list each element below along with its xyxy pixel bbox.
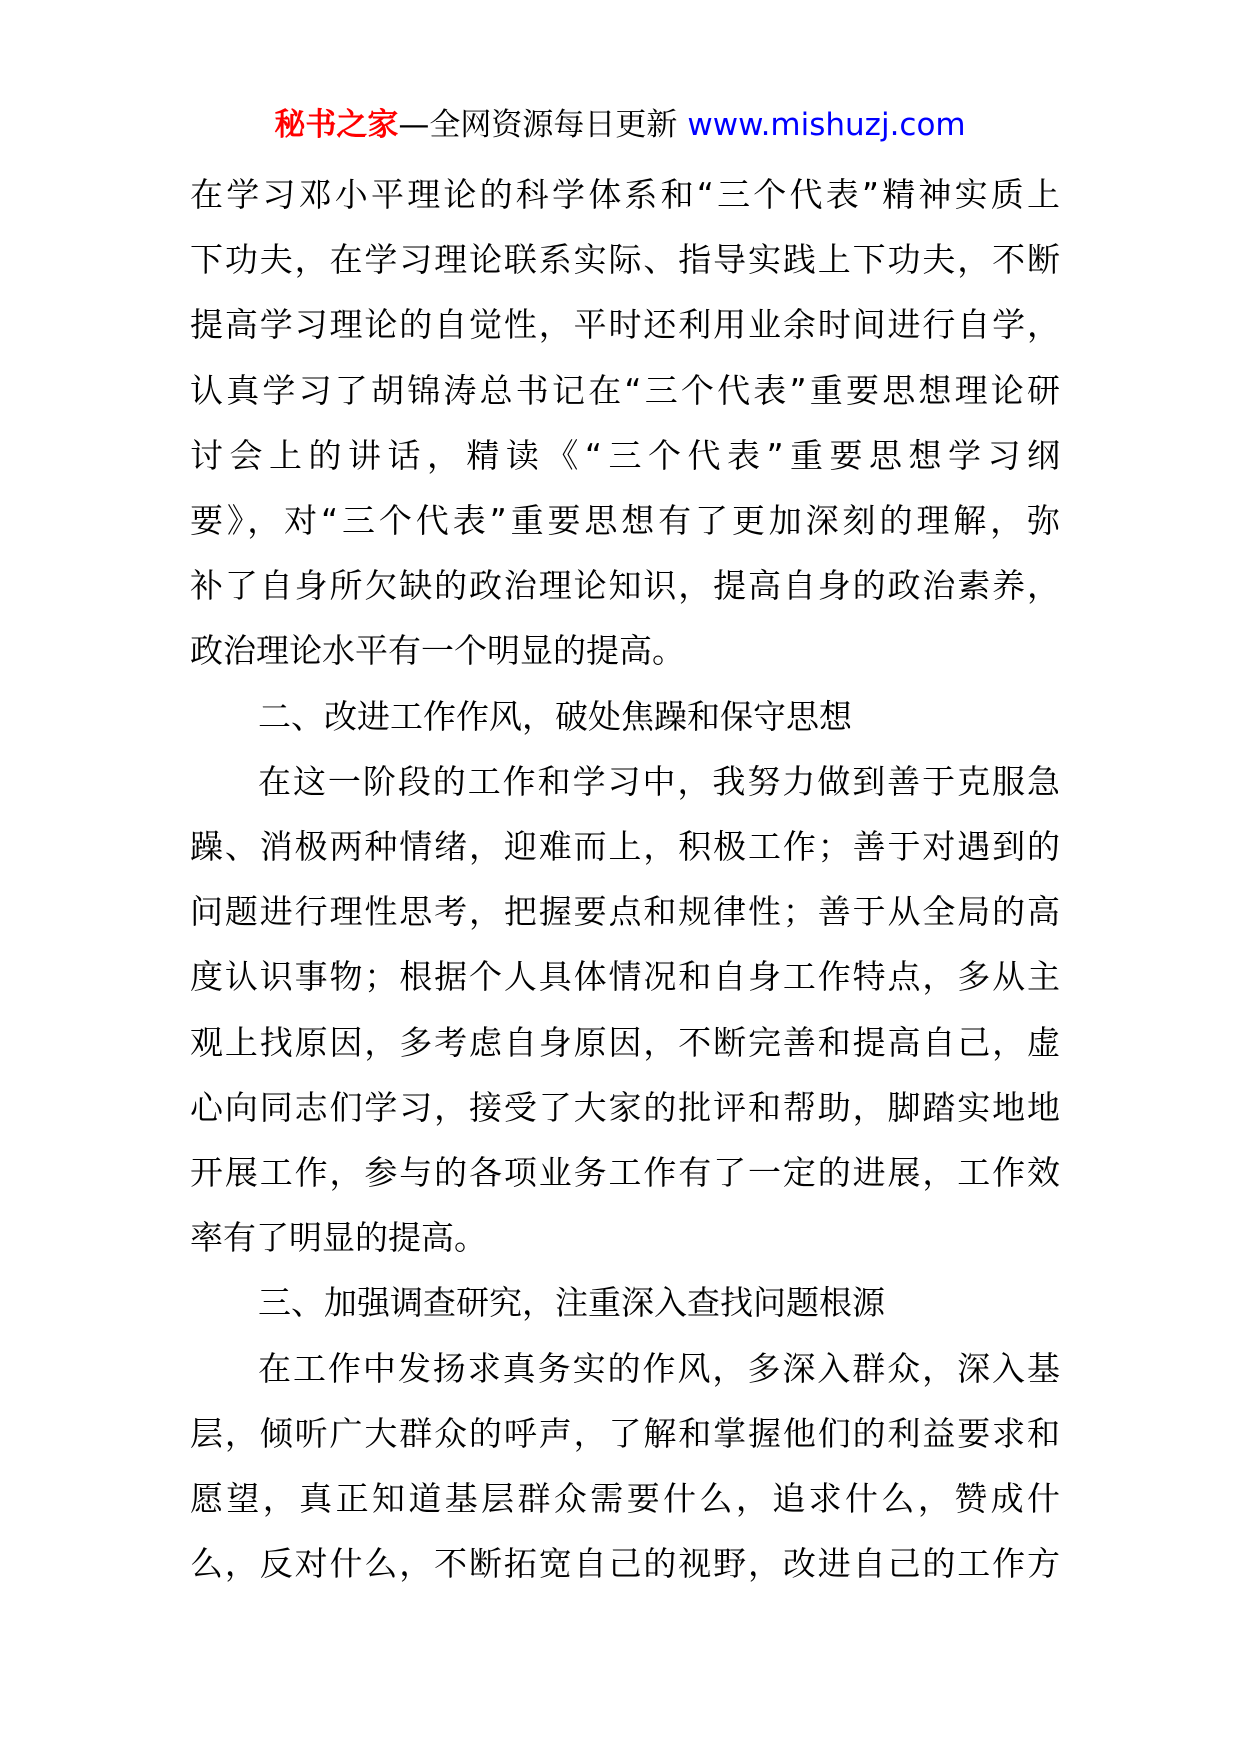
text-line: 下功夫，在学习理论联系实际、指导实践上下功夫，不断 (190, 240, 1060, 280)
site-url-link[interactable]: www.mishuzj.com (687, 107, 966, 143)
text-line: 么，反对什么，不断拓宽自己的视野，改进自己的工作方 (190, 1544, 1060, 1584)
site-brand: 秘书之家 (274, 107, 399, 143)
text-line: 认真学习了胡锦涛总书记在“三个代表”重要思想理论研 (190, 370, 1060, 410)
site-slogan: —全网资源每日更新 (398, 107, 678, 143)
text-line: 层，倾听广大群众的呼声，了解和掌握他们的利益要求和 (190, 1413, 1060, 1453)
site-header (0, 100, 1240, 150)
section-heading: 二、改进工作作风，破处焦躁和保守思想 (258, 696, 852, 736)
text-line: 在工作中发扬求真务实的作风，多深入群众，深入基 (258, 1348, 1060, 1388)
text-line: 补了自身所欠缺的政治理论知识，提高自身的政治素养， (190, 566, 1060, 606)
text-line: 提高学习理论的自觉性，平时还利用业余时间进行自学， (190, 305, 1060, 345)
text-line: 在学习邓小平理论的科学体系和“三个代表”精神实质上 (190, 175, 1060, 214)
text-line: 度认识事物；根据个人具体情况和自身工作特点，多从主 (190, 957, 1060, 997)
text-line: 心向同志们学习，接受了大家的批评和帮助，脚踏实地地 (190, 1087, 1060, 1127)
section-heading: 三、加强调查研究，注重深入查找问题根源 (258, 1283, 885, 1323)
text-line: 躁、消极两种情绪，迎难而上，积极工作；善于对遇到的 (190, 827, 1060, 867)
text-line: 要》，对“三个代表”重要思想有了更加深刻的理解，弥 (190, 501, 1060, 541)
text-line: 愿望，真正知道基层群众需要什么，追求什么，赞成什 (190, 1479, 1060, 1519)
text-line: 率有了明显的提高。 (190, 1218, 487, 1258)
text-line: 问题进行理性思考，把握要点和规律性；善于从全局的高 (190, 892, 1060, 932)
text-line: 开展工作，参与的各项业务工作有了一定的进展，工作效 (190, 1153, 1060, 1193)
text-line: 政治理论水平有一个明显的提高。 (190, 631, 685, 671)
text-line: 讨会上的讲话，精读《“三个代表”重要思想学习纲 (190, 435, 1060, 475)
text-line: 在这一阶段的工作和学习中，我努力做到善于克服急 (258, 761, 1060, 801)
document-body (190, 162, 1060, 1596)
text-line: 观上找原因，多考虑自身原因，不断完善和提高自己，虚 (190, 1022, 1060, 1062)
